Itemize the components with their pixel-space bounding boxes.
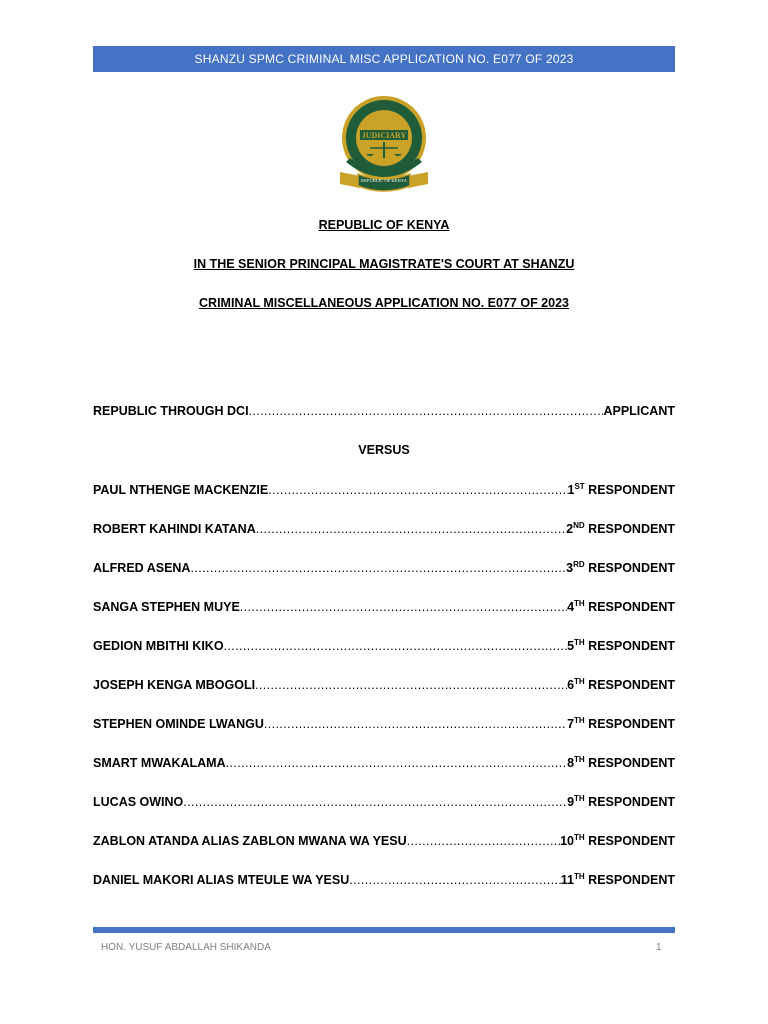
judiciary-emblem-icon [330, 92, 438, 196]
leader-dots [183, 795, 567, 809]
respondent-name: SANGA STEPHEN MUYE [93, 600, 240, 615]
ordinal-number: 2 [566, 522, 574, 537]
respondent-ordinal [561, 872, 675, 887]
respondent-name: JOSEPH KENGA MBOGOLI [93, 678, 256, 693]
respondent-row [93, 638, 675, 677]
respondent-role: RESPONDENT [588, 756, 675, 771]
ordinal-number: 1 [567, 483, 575, 498]
respondent-list [93, 482, 675, 911]
leader-dots [224, 639, 568, 653]
respondent-row [93, 716, 675, 755]
footer-divider [93, 927, 675, 933]
respondent-role: RESPONDENT [588, 678, 675, 693]
ordinal-number: 3 [566, 561, 574, 576]
respondent-role: RESPONDENT [588, 483, 675, 498]
emblem-label: JUDICIARY [361, 131, 407, 140]
respondent-row [93, 677, 675, 716]
respondent-role: RESPONDENT [588, 522, 675, 537]
footer-author: HON. YUSUF ABDALLAH SHIKANDA [101, 942, 271, 953]
ordinal-suffix: RD [573, 560, 585, 569]
document-header [93, 46, 675, 72]
ordinal-number: 8 [567, 756, 575, 771]
respondent-role: RESPONDENT [588, 873, 675, 888]
leader-dots [256, 522, 566, 536]
ordinal-suffix: TH [574, 872, 585, 881]
respondent-name: ZABLON ATANDA ALIAS ZABLON MWANA WA YESU [93, 834, 407, 849]
leader-dots [268, 483, 567, 497]
ordinal-number: 4 [567, 600, 575, 615]
ordinal-number: 11 [560, 873, 575, 888]
respondent-name: SMART MWAKALAMA [93, 756, 226, 771]
respondent-ordinal [567, 794, 675, 809]
respondent-row [93, 599, 675, 638]
respondent-ordinal [567, 599, 675, 614]
ordinal-number: 10 [560, 834, 575, 849]
leader-dots [255, 678, 567, 692]
respondent-ordinal [567, 755, 675, 770]
respondent-name: ROBERT KAHINDI KATANA [93, 522, 256, 537]
respondent-row [93, 833, 675, 872]
respondent-row [93, 872, 675, 911]
applicant-row [93, 404, 675, 443]
respondent-name: DANIEL MAKORI ALIAS MTEULE WA YESU [93, 873, 350, 888]
respondent-name: ALFRED ASENA [93, 561, 191, 576]
respondent-role: RESPONDENT [588, 639, 675, 654]
ordinal-suffix: ST [574, 482, 585, 491]
ordinal-suffix: TH [574, 755, 585, 764]
ordinal-number: 7 [567, 717, 575, 732]
respondent-role: RESPONDENT [588, 600, 675, 615]
heading-application: CRIMINAL MISCELLANEOUS APPLICATION NO. E077 OF 2023 [199, 296, 569, 310]
respondent-row [93, 755, 675, 794]
respondent-ordinal [567, 716, 675, 731]
respondent-row [93, 560, 675, 599]
leader-dots [190, 561, 566, 575]
header-title: SHANZU SPMC CRIMINAL MISC APPLICATION NO. E077 OF 2023 [194, 52, 574, 66]
ordinal-suffix: TH [574, 716, 585, 725]
ordinal-suffix: ND [573, 521, 585, 530]
ordinal-suffix: TH [574, 794, 585, 803]
leader-dots [249, 404, 604, 418]
leader-dots [407, 834, 560, 848]
applicant-name: REPUBLIC THROUGH DCI [93, 404, 249, 418]
respondent-role: RESPONDENT [588, 795, 675, 810]
respondent-ordinal [566, 521, 675, 536]
parties-list [93, 404, 675, 911]
leader-dots [226, 756, 567, 770]
leader-dots [349, 873, 561, 887]
ordinal-suffix: TH [574, 638, 585, 647]
respondent-row [93, 794, 675, 833]
respondent-ordinal [568, 482, 676, 497]
emblem-motto: REPUBLIC OF KENYA [361, 178, 407, 183]
respondent-row [93, 482, 675, 521]
ordinal-number: 9 [567, 795, 575, 810]
respondent-name: STEPHEN OMINDE LWANGU [93, 717, 264, 732]
respondent-ordinal [567, 677, 675, 692]
respondent-ordinal [560, 833, 675, 848]
versus-label: VERSUS [358, 443, 410, 457]
respondent-ordinal [567, 638, 675, 653]
heading-court: IN THE SENIOR PRINCIPAL MAGISTRATE'S COURT AT SHANZU [193, 257, 575, 271]
ordinal-suffix: TH [574, 677, 585, 686]
respondent-row [93, 521, 675, 560]
leader-dots [240, 600, 567, 614]
ordinal-suffix: TH [574, 833, 585, 842]
respondent-ordinal [566, 560, 675, 575]
respondent-role: RESPONDENT [588, 834, 675, 849]
respondent-role: RESPONDENT [588, 561, 675, 576]
applicant-role: APPLICANT [603, 404, 675, 418]
ordinal-suffix: TH [574, 599, 585, 608]
respondent-name: LUCAS OWINO [93, 795, 184, 810]
ordinal-number: 5 [567, 639, 575, 654]
leader-dots [264, 717, 567, 731]
ordinal-number: 6 [567, 678, 575, 693]
respondent-role: RESPONDENT [588, 717, 675, 732]
respondent-name: PAUL NTHENGE MACKENZIE [93, 483, 269, 498]
page-number: 1 [656, 942, 662, 953]
heading-republic: REPUBLIC OF KENYA [318, 218, 450, 232]
respondent-name: GEDION MBITHI KIKO [93, 639, 224, 654]
